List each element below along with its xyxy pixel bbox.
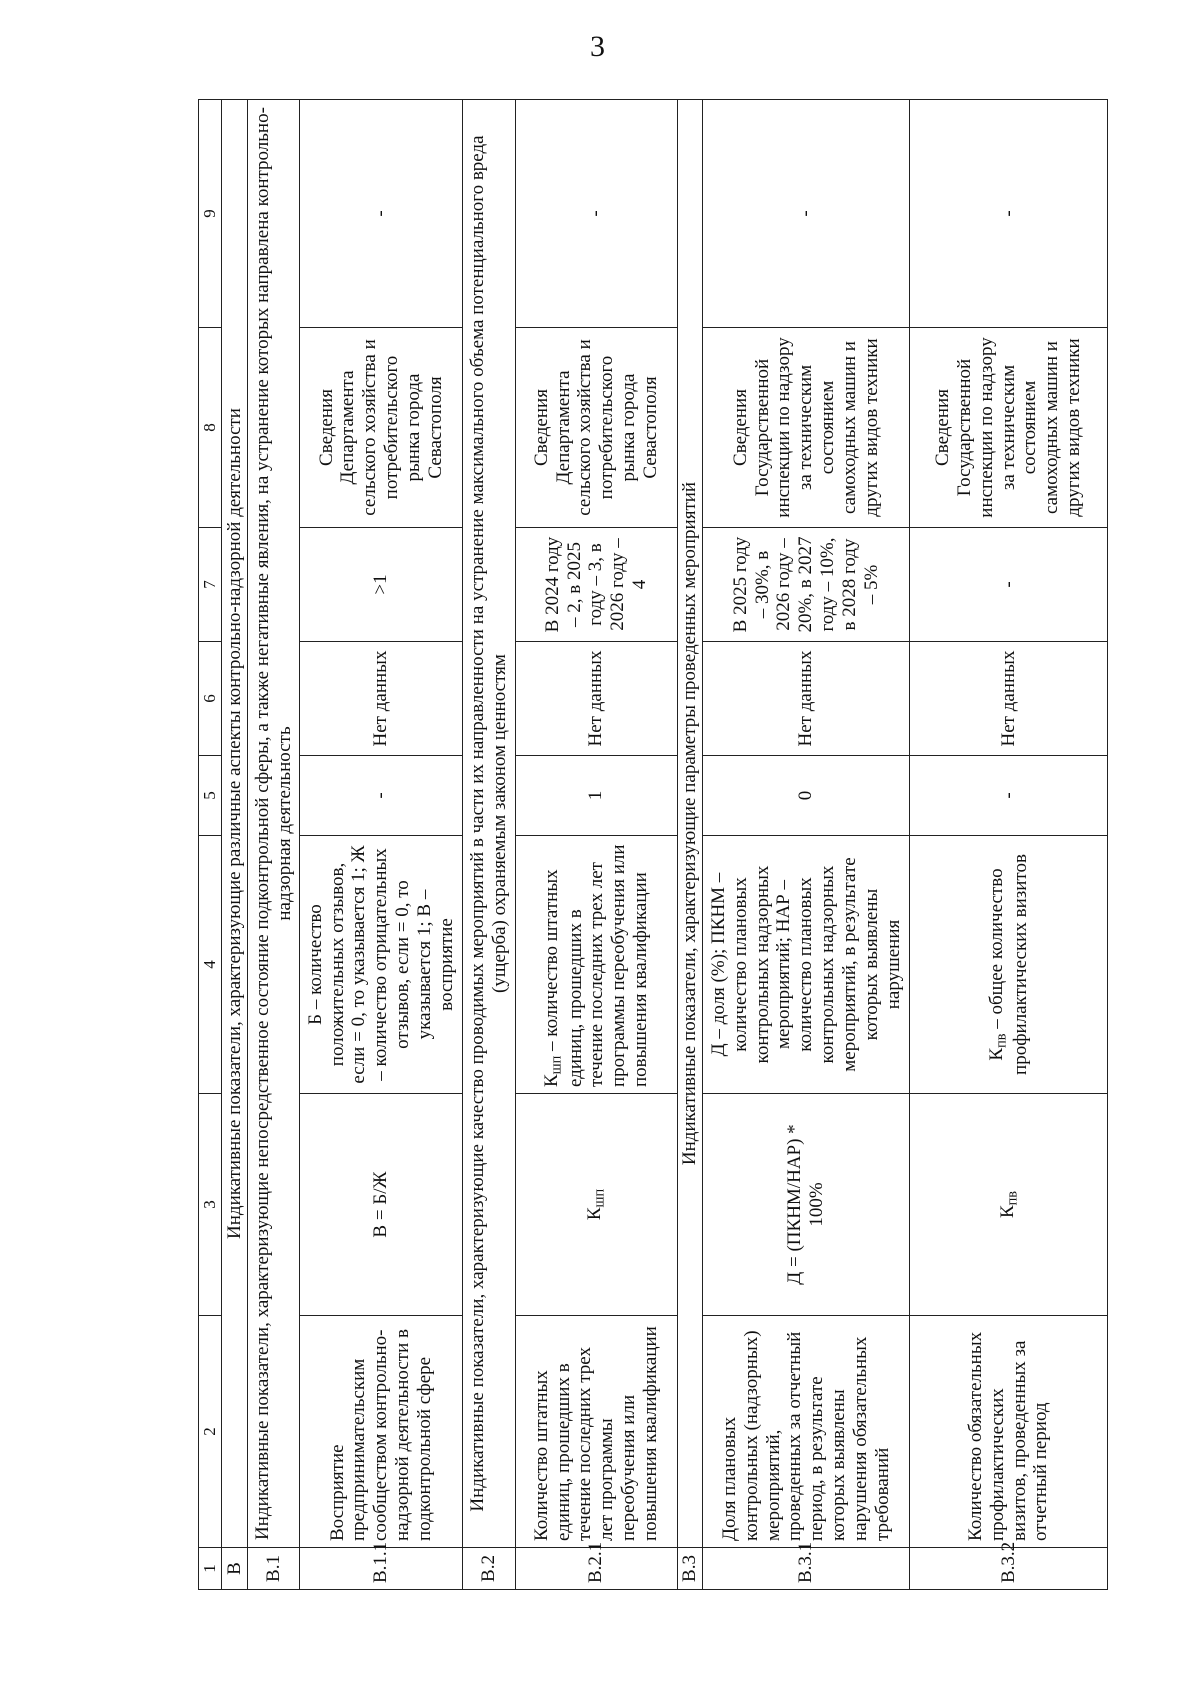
page-number: 3 [590,30,605,63]
column-header: 8 [199,328,222,528]
description-text: – количество штатных единиц, прошедших в течение последних трех лет программы переобучения или повышения квалификации [540,844,652,1087]
column-header: 2 [199,1316,222,1548]
col5-value: - [300,756,462,836]
indicator-formula: Д = (ПКНМ/НАР) * 100% [703,1094,910,1316]
indicator-description: Б – количество положительных отзывов, если = 0, то указывается 1; Ж – количество отрицательных отзывов, если = 0, то указывается 1; В – восприятие [300,836,462,1094]
table-row [515,100,677,1590]
formula-symbol: К [996,1205,1018,1219]
indicator-formula [910,1094,1108,1316]
formula-subscript: шп [591,1188,608,1208]
rotated-table-container [198,100,1108,1590]
indicator-description [910,836,1108,1094]
section-title: Индикативные показатели, характеризующие непосредственное состояние подконтрольной сферы, а также негативные явления, на устранение которых направлена контрольно-надзорная деятельность [247,100,300,1548]
indicator-name: Количество обязательных профилактических визитов, проведенных за отчетный период [910,1316,1108,1548]
indicators-table [198,99,1108,1590]
row-id: В.2.1 [515,1548,677,1590]
description-subscript: пв [993,1033,1010,1048]
section-title: Индикативные показатели, характеризующие различные аспекты контрольно-надзорной деятельности [222,100,247,1548]
data-source: Сведения Государственной инспекции по надзору за техническим состоянием самоходных машин и других видов техники [703,328,910,528]
data-source: Сведения Департамента сельского хозяйства и потребительского рынка города Севастополя [300,328,462,528]
col7-value: >1 [300,528,462,642]
col7-value: В 2025 году – 30%, в 2026 году – 20%, в 2027 году – 10%, в 2028 году – 5% [703,528,910,642]
section-row [462,100,515,1590]
column-header: 9 [199,100,222,328]
column-header-row [199,100,222,1590]
column-header: 4 [199,836,222,1094]
section-id: В [222,1548,247,1590]
column-header: 6 [199,642,222,756]
section-row [247,100,300,1590]
section-id: В.1 [247,1548,300,1590]
column-header: 1 [199,1548,222,1590]
col7-value: - [910,528,1108,642]
section-title: Индикативные показатели, характеризующие качество проводимых мероприятий в части их направленности на устранение максимального объема потенциального вреда (ущерба) охраняемым законом ценностям [462,100,515,1548]
indicator-description [515,836,677,1094]
col9-value: - [300,100,462,328]
table-row [300,100,462,1590]
section-row [678,100,703,1590]
indicator-description: Д – доля (%); ПКНМ – количество плановых контрольных надзорных мероприятий; НАР – количество плановых контрольных надзорных мероприятий, в результате которых выявлены нарушения [703,836,910,1094]
indicator-formula: В = Б/Ж [300,1094,462,1316]
row-id: В.1.1 [300,1548,462,1590]
description-symbol: К [985,1047,1007,1061]
formula-symbol: К [584,1207,606,1221]
section-row [222,100,247,1590]
col5-value: - [910,756,1108,836]
col9-value: - [703,100,910,328]
indicator-name: Количество штатных единиц, прошедших в течение последних трех лет программы переобучения или повышения квалификации [515,1316,677,1548]
col6-value: Нет данных [300,642,462,756]
table-row [703,100,910,1590]
col5-value: 1 [515,756,677,836]
description-symbol: К [540,1074,562,1087]
indicator-name: Доля плановых контрольных (надзорных) мероприятий, проведенных за отчетный период, в результате которых выявлены нарушения обязательных требований [703,1316,910,1548]
formula-subscript: пв [1004,1190,1021,1206]
data-source: Сведения Государственной инспекции по надзору за техническим состоянием самоходных машин и других видов техники [910,328,1108,528]
section-id: В.2 [462,1548,515,1590]
row-id: В.3.1 [703,1548,910,1590]
table-row [910,100,1108,1590]
indicator-formula [515,1094,677,1316]
description-text: – общее количество профилактических визитов [985,854,1031,1075]
data-source: Сведения Департамента сельского хозяйства и потребительского рынка города Севастополя [515,328,677,528]
indicator-name: Восприятие предпринимательским сообществом контрольно-надзорной деятельности в подконтрольной сфере [300,1316,462,1548]
row-id: В.3.2 [910,1548,1108,1590]
section-title: Индикативные показатели, характеризующие параметры проведенных мероприятий [678,100,703,1548]
col6-value: Нет данных [515,642,677,756]
column-header: 5 [199,756,222,836]
col7-value: В 2024 году – 2, в 2025 году – 3, в 2026 году – 4 [515,528,677,642]
column-header: 7 [199,528,222,642]
column-header: 3 [199,1094,222,1316]
section-id: В.3 [678,1548,703,1590]
description-subscript: шп [548,1055,565,1075]
col6-value: Нет данных [703,642,910,756]
col6-value: Нет данных [910,642,1108,756]
col5-value: 0 [703,756,910,836]
col9-value: - [910,100,1108,328]
col9-value: - [515,100,677,328]
